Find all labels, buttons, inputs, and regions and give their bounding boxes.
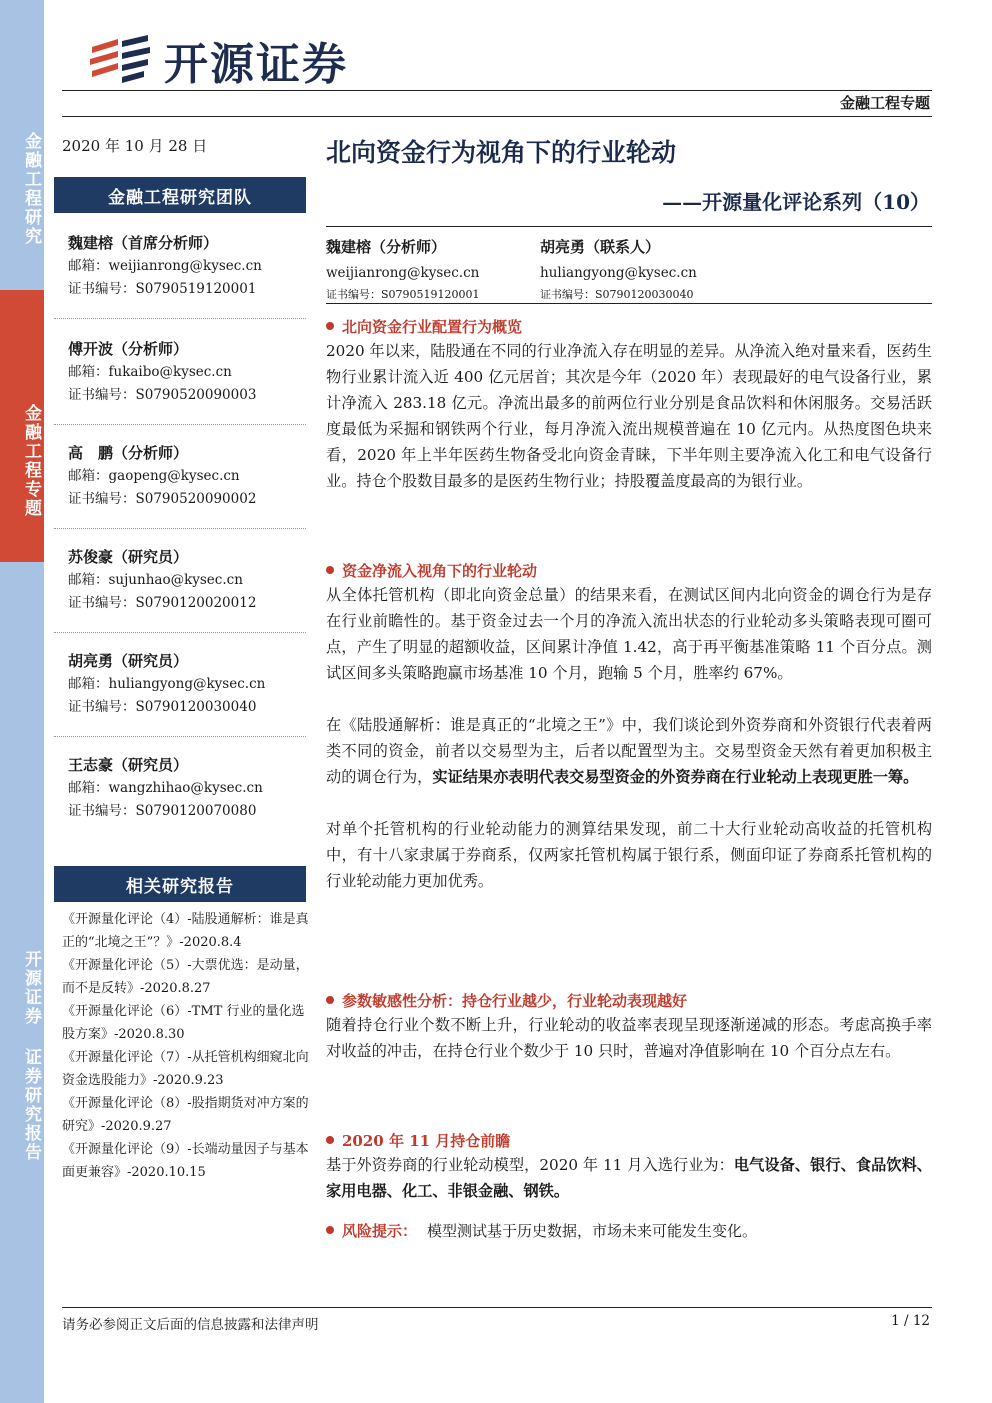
section-body: 从全体托管机构（即北向资金总量）的结果来看，在测试区间内北向资金的调仓行为是存在行业前瞻性的。基于资金过去一个月的净流入流出状态的行业轮动多头策略表现可圈可点，产生了明显的超额收益，区间累计净值 1.42，高于再平衡基准策略 11 个百分点。测试区间多头策略跑赢市场基准 10 个月，跑输 5 个月，胜率约 67%。 [326,586,932,682]
analyst-cert: 证书编号：S0790120070080 [68,803,257,819]
risk-note [326,1218,932,1242]
analyst-card [68,650,265,719]
section-heading [326,988,932,1012]
report-category-tag: 金融工程专题 [839,94,930,112]
analyst-name: 魏建榕（首席分析师） [68,234,219,252]
analyst-separator [54,424,306,425]
side-label-research: 金融工程研究 [0,0,44,290]
section-heading [326,558,932,582]
author-email[interactable]: weijianrong@kysec.cn [326,265,480,281]
analyst-cert: 证书编号：S0790520090003 [68,387,257,403]
logo-text: 开源证券 [164,39,348,90]
report-subtitle: ——开源量化评论系列（10） [662,190,930,214]
report-date: 2020 年 10 月 28 日 [62,137,208,155]
risk-text: 模型测试基于历史数据，市场未来可能发生变化。 [427,1221,758,1240]
analyst-name: 傅开波（分析师） [68,340,189,358]
analyst-email[interactable]: 邮箱：fukaibo@kysec.cn [68,364,232,380]
related-report-link[interactable]: 《开源量化评论（9）-长端动量因子与基本面更兼容》-2020.10.15 [62,1142,309,1180]
section-forecast [326,1128,932,1204]
author-card [326,236,480,302]
section-body [326,1152,932,1204]
section-body: 2020 年以来，陆股通在不同的行业净流入存在明显的差异。从净流入绝对量来看，医药生物行业累计流入近 400 亿元居首；其次是今年（2020 年）表现最好的电气设备行业，累计净流入 283.18 亿元。净流出最多的前两位行业分别是食品饮料和休闲服务。交易活跃度最低为采掘和钢铁两个行业，每月净流入流出规模普遍在 10 亿元内。从热度图色块来看，2020 年上半年医药生物备受北向资金青睐，下半年则主要净流入化工和电气设备行业。持仓个股数目最多的是医药生物行业；持股覆盖度最高的为银行业。 [326,342,932,490]
header-rule-lower [62,116,932,117]
analyst-name: 高 鹏（分析师） [68,444,189,462]
related-report-link[interactable]: 《开源量化评论（4）-陆股通解析：谁是真正的“北境之王”？》-2020.8.4 [62,912,309,950]
section-heading-text: 参数敏感性分析：持仓行业越少，行业轮动表现越好 [342,991,688,1010]
body-text: 基于外资券商的行业轮动模型，2020 年 11 月入选行业为： [326,1156,734,1174]
company-logo [88,28,348,92]
analyst-cert: 证书编号：S0790519120001 [68,281,257,297]
section-heading-text: 资金净流入视角下的行业轮动 [342,561,538,580]
related-report-link[interactable]: 《开源量化评论（8）-股指期货对冲方案的研究》-2020.9.27 [62,1096,309,1134]
analyst-card [68,338,256,407]
bullet-icon [326,322,334,330]
analyst-email[interactable]: 邮箱：sujunhao@kysec.cn [68,572,243,588]
analyst-card [68,546,256,615]
section-heading-text: 2020 年 11 月持仓前瞻 [342,1131,511,1150]
author-name: 魏建榕（分析师） [326,238,447,256]
risk-label: 风险提示： [342,1221,418,1240]
kysec-logo-icon [88,33,154,87]
section-sensitivity [326,988,932,1064]
bullet-icon [326,566,334,574]
related-report-link[interactable]: 《开源量化评论（5）-大票优选：是动量，而不是反转》-2020.8.27 [62,958,309,996]
analyst-cert: 证书编号：S0790120030040 [68,699,257,715]
analyst-separator [54,632,306,633]
related-report-link[interactable]: 《开源量化评论（6）-TMT 行业的量化选股方案》-2020.8.30 [62,1004,305,1042]
side-label-topic: 金融工程专题 [0,290,44,562]
analyst-separator [54,736,306,737]
section-heading [326,314,932,338]
body-highlight: 实证结果亦表明代表交易型资金的外资券商在行业轮动上表现更胜一筹。 [432,768,919,786]
analyst-name: 苏俊豪（研究员） [68,548,189,566]
related-reports-title: 相关研究报告 [54,866,306,902]
related-reports-list [62,908,314,1184]
title-rule [326,226,932,227]
body-highlight: 电气设备、银行、食品饮料、家用电器、化工、非银金融、钢铁。 [326,1156,932,1200]
bullet-icon [326,1226,334,1234]
section-body-3: 对单个托管机构的行业轮动能力的测算结果发现，前二十大行业轮动高收益的托管机构中，有十八家隶属于券商系，仅两家托管机构属于银行系，侧面印证了券商系托管机构的行业轮动能力更加优秀。 [326,820,932,890]
analyst-name: 胡亮勇（研究员） [68,652,189,670]
author-cert: 证书编号：S0790519120001 [326,288,480,301]
footer-rule [62,1307,932,1308]
analyst-email[interactable]: 邮箱：huliangyong@kysec.cn [68,676,266,692]
team-title: 金融工程研究团队 [54,177,306,213]
section-heading-text: 北向资金行业配置行为概览 [342,317,523,336]
bullet-icon [326,996,334,1004]
section-body-2 [326,712,932,790]
section-heading [326,1128,932,1152]
analyst-separator [54,528,306,529]
page-number: 1 / 12 [891,1313,930,1329]
side-label-report: 开源证券 证券研究报告 [0,562,44,1403]
author-name: 胡亮勇（联系人） [540,238,661,256]
analyst-email[interactable]: 邮箱：wangzhihao@kysec.cn [68,780,263,796]
bullet-icon [326,1136,334,1144]
body-text: 在《陆股通解析：谁是真正的“北境之王”》中，我们谈论到外资券商和外资银行代表着两类不同的资金，前者以交易型为主，后者以配置型为主。交易型资金天然有着更加积极主动的调仓行为， [326,716,932,786]
section-body: 随着持仓行业个数不断上升，行业轮动的收益率表现呈现逐渐递减的形态。考虑高换手率对收益的冲击，在持仓行业个数少于 10 只时，普遍对净值影响在 10 个百分点左右。 [326,1016,932,1060]
analyst-cert: 证书编号：S0790520090002 [68,491,257,507]
analyst-separator [54,318,306,319]
authors-rule [326,303,932,304]
report-title: 北向资金行为视角下的行业轮动 [326,138,677,167]
analyst-card [68,754,263,823]
analyst-name: 王志豪（研究员） [68,756,189,774]
analyst-card [68,442,256,511]
analyst-email[interactable]: 邮箱：gaopeng@kysec.cn [68,468,240,484]
author-cert: 证书编号：S0790120030040 [540,288,694,301]
analyst-card [68,232,262,301]
related-report-link[interactable]: 《开源量化评论（7）-从托管机构细窥北向资金选股能力》-2020.9.23 [62,1050,309,1088]
header-rule [62,90,932,91]
author-card [540,236,697,302]
section-rotation [326,558,932,894]
footer-disclaimer: 请务必参阅正文后面的信息披露和法律声明 [62,1317,319,1333]
risk-heading [326,1218,932,1242]
author-email[interactable]: huliangyong@kysec.cn [540,265,697,281]
analyst-cert: 证书编号：S0790120020012 [68,595,257,611]
analyst-email[interactable]: 邮箱：weijianrong@kysec.cn [68,258,262,274]
section-overview [326,314,932,494]
